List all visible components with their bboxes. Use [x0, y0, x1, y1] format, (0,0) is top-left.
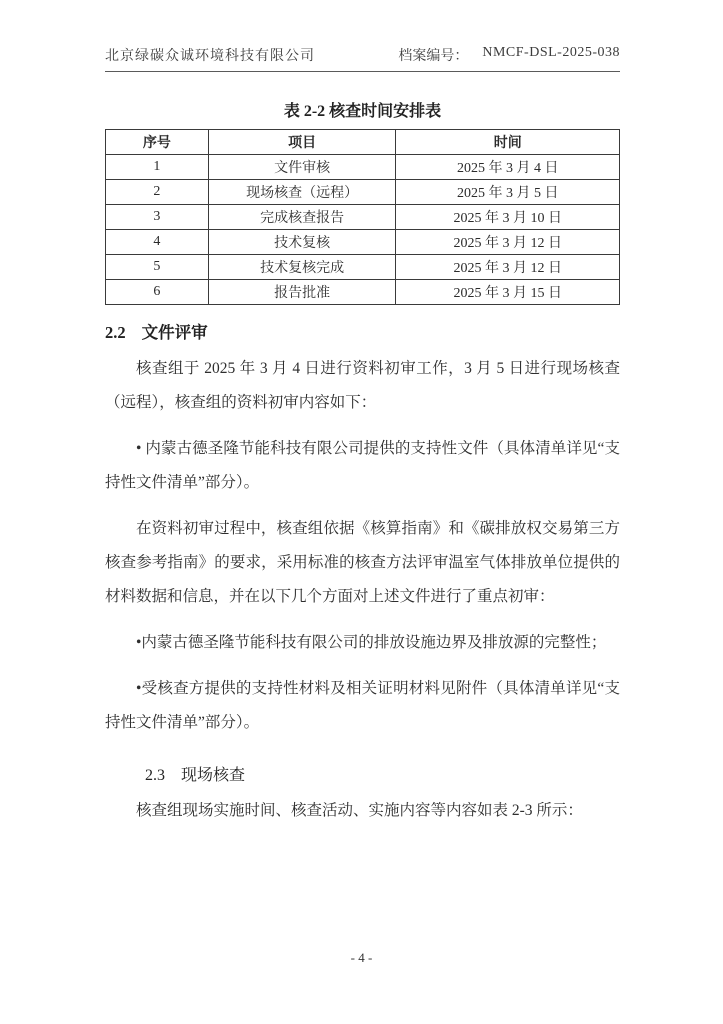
cell-item: 现场核查（远程）	[208, 180, 396, 205]
schedule-table	[105, 129, 620, 305]
cell-item: 完成核查报告	[208, 205, 396, 230]
section-number: 2.3	[145, 767, 165, 784]
col-header-time: 时间	[396, 130, 620, 155]
table-row	[106, 280, 620, 305]
cell-index: 4	[106, 230, 209, 255]
col-header-item: 项目	[208, 130, 396, 155]
section-heading-2-2	[105, 319, 620, 343]
company-name: 北京绿碳众诚环境科技有限公司	[105, 49, 315, 64]
page-number: - 4 -	[350, 950, 373, 965]
cell-time: 2025 年 3 月 15 日	[396, 280, 620, 305]
cell-time: 2025 年 3 月 5 日	[396, 180, 620, 205]
cell-index: 3	[106, 205, 209, 230]
table-title: 表 2-2 核查时间安排表	[283, 103, 442, 120]
table-row	[106, 180, 620, 205]
bullet-item: •受核查方提供的支持性材料及相关证明材料见附件（具体清单详见“支持性文件清单”部分）。	[105, 680, 620, 731]
table-row	[106, 255, 620, 280]
table-row	[106, 205, 620, 230]
cell-item: 技术复核	[208, 230, 396, 255]
cell-item: 报告批准	[208, 280, 396, 305]
document-header	[105, 45, 620, 72]
cell-index: 2	[106, 180, 209, 205]
col-header-index: 序号	[106, 130, 209, 155]
table-row	[106, 230, 620, 255]
schedule-table-head	[106, 130, 620, 155]
schedule-table-body	[106, 155, 620, 305]
file-number-value: NMCF-DSL-2025-038	[482, 45, 620, 60]
section-number: 2.2	[105, 323, 126, 342]
cell-index: 5	[106, 255, 209, 280]
cell-time: 2025 年 3 月 10 日	[396, 205, 620, 230]
section-heading-2-3	[105, 762, 620, 785]
page-content	[105, 0, 620, 828]
cell-item: 技术复核完成	[208, 255, 396, 280]
file-number	[398, 45, 620, 65]
paragraph: 核查组于 2025 年 3 月 4 日进行资料初审工作，3 月 5 日进行现场核查（远程），核查组的资料初审内容如下：	[105, 360, 620, 411]
cell-time: 2025 年 3 月 12 日	[396, 255, 620, 280]
section-title: 文件评审	[141, 323, 208, 342]
table-header-row	[106, 130, 620, 155]
paragraph: 核查组现场实施时间、核查活动、实施内容等内容如表 2-3 所示：	[136, 802, 583, 819]
cell-index: 6	[106, 280, 209, 305]
table-row	[106, 155, 620, 180]
section-title: 现场核查	[181, 767, 246, 784]
cell-time: 2025 年 3 月 4 日	[396, 155, 620, 180]
bullet-item: • 内蒙古德圣隆节能科技有限公司提供的支持性文件（具体清单详见“支持性文件清单”部分）。	[105, 440, 620, 491]
bullet-item: •内蒙古德圣隆节能科技有限公司的排放设施边界及排放源的完整性；	[136, 634, 607, 651]
paragraph: 在资料初审过程中，核查组依据《核算指南》和《碳排放权交易第三方核查参考指南》的要求，采用标准的核查方法评审温室气体排放单位提供的材料数据和信息，并在以下几个方面对上述文件进行了重点初审：	[105, 520, 620, 605]
file-number-label: 档案编号：	[398, 49, 469, 64]
cell-index: 1	[106, 155, 209, 180]
cell-item: 文件审核	[208, 155, 396, 180]
cell-time: 2025 年 3 月 12 日	[396, 230, 620, 255]
